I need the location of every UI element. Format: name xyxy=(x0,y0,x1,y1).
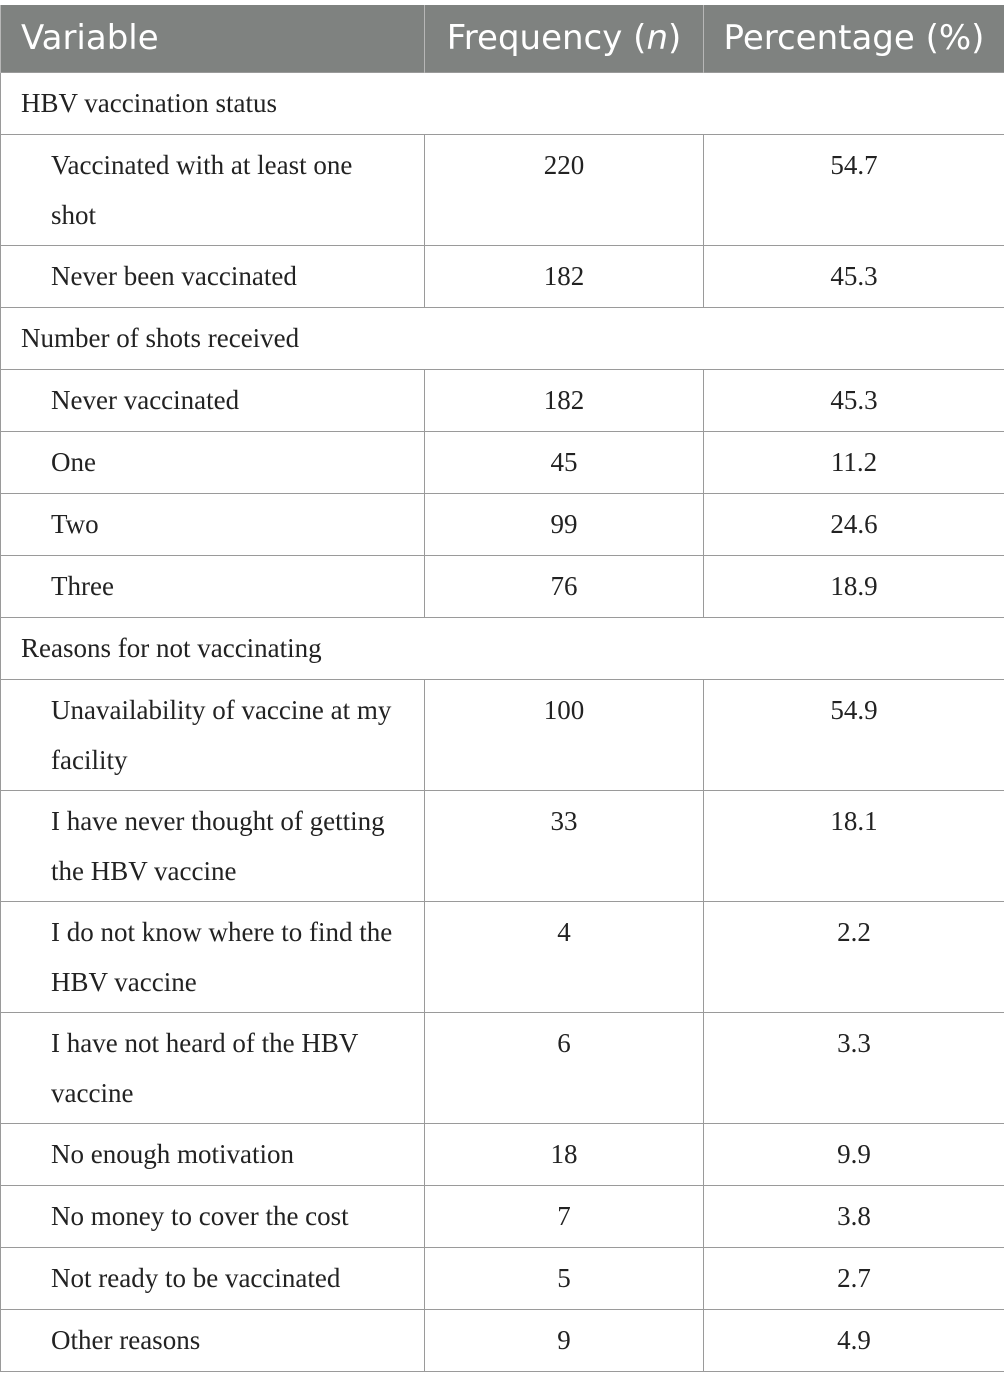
row-percentage: 54.7 xyxy=(704,134,1004,245)
section-row xyxy=(1,617,1004,679)
table-row xyxy=(1,369,1004,431)
row-label: Not ready to be vaccinated xyxy=(1,1247,425,1309)
row-label: Vaccinated with at least one shot xyxy=(1,134,425,245)
row-frequency: 33 xyxy=(425,790,704,901)
table-row xyxy=(1,679,1004,790)
row-percentage: 11.2 xyxy=(704,431,1004,493)
row-percentage: 2.2 xyxy=(704,901,1004,1012)
row-label: No enough motivation xyxy=(1,1123,425,1185)
table-row xyxy=(1,901,1004,1012)
row-percentage: 18.9 xyxy=(704,555,1004,617)
header-frequency-n: n xyxy=(646,18,668,59)
table-row xyxy=(1,1012,1004,1123)
row-percentage: 45.3 xyxy=(704,369,1004,431)
table-row xyxy=(1,1309,1004,1371)
table-row xyxy=(1,555,1004,617)
header-frequency xyxy=(425,5,704,72)
table-row xyxy=(1,1123,1004,1185)
header-frequency-prefix: Frequency ( xyxy=(446,18,647,59)
row-frequency: 76 xyxy=(425,555,704,617)
row-percentage: 45.3 xyxy=(704,245,1004,307)
row-label: I do not know where to find the HBV vaccine xyxy=(1,901,425,1012)
table-row xyxy=(1,493,1004,555)
header-frequency-suffix: ) xyxy=(668,18,682,59)
hbv-vaccination-table xyxy=(0,5,1004,1372)
row-label: I have never thought of getting the HBV vaccine xyxy=(1,790,425,901)
row-frequency: 220 xyxy=(425,134,704,245)
row-frequency: 18 xyxy=(425,1123,704,1185)
row-frequency: 9 xyxy=(425,1309,704,1371)
row-percentage: 4.9 xyxy=(704,1309,1004,1371)
row-frequency: 45 xyxy=(425,431,704,493)
row-label: Three xyxy=(1,555,425,617)
header-variable: Variable xyxy=(1,5,425,72)
row-label: No money to cover the cost xyxy=(1,1185,425,1247)
row-percentage: 9.9 xyxy=(704,1123,1004,1185)
table-row xyxy=(1,431,1004,493)
row-percentage: 3.3 xyxy=(704,1012,1004,1123)
section-title: HBV vaccination status xyxy=(1,72,1004,134)
header-row xyxy=(1,5,1004,72)
row-frequency: 5 xyxy=(425,1247,704,1309)
row-label: Other reasons xyxy=(1,1309,425,1371)
header-percentage: Percentage (%) xyxy=(704,5,1004,72)
row-frequency: 7 xyxy=(425,1185,704,1247)
row-percentage: 54.9 xyxy=(704,679,1004,790)
row-percentage: 24.6 xyxy=(704,493,1004,555)
row-percentage: 18.1 xyxy=(704,790,1004,901)
table-row xyxy=(1,1247,1004,1309)
row-frequency: 6 xyxy=(425,1012,704,1123)
row-label: Never been vaccinated xyxy=(1,245,425,307)
row-label: One xyxy=(1,431,425,493)
row-label: I have not heard of the HBV vaccine xyxy=(1,1012,425,1123)
row-frequency: 99 xyxy=(425,493,704,555)
row-percentage: 2.7 xyxy=(704,1247,1004,1309)
row-label: Never vaccinated xyxy=(1,369,425,431)
row-label: Unavailability of vaccine at my facility xyxy=(1,679,425,790)
row-frequency: 4 xyxy=(425,901,704,1012)
section-title: Reasons for not vaccinating xyxy=(1,617,1004,679)
row-percentage: 3.8 xyxy=(704,1185,1004,1247)
row-label: Two xyxy=(1,493,425,555)
table-row xyxy=(1,134,1004,245)
section-row xyxy=(1,72,1004,134)
table-row xyxy=(1,790,1004,901)
table-row xyxy=(1,245,1004,307)
table-row xyxy=(1,1185,1004,1247)
row-frequency: 182 xyxy=(425,245,704,307)
section-title: Number of shots received xyxy=(1,307,1004,369)
row-frequency: 100 xyxy=(425,679,704,790)
section-row xyxy=(1,307,1004,369)
row-frequency: 182 xyxy=(425,369,704,431)
